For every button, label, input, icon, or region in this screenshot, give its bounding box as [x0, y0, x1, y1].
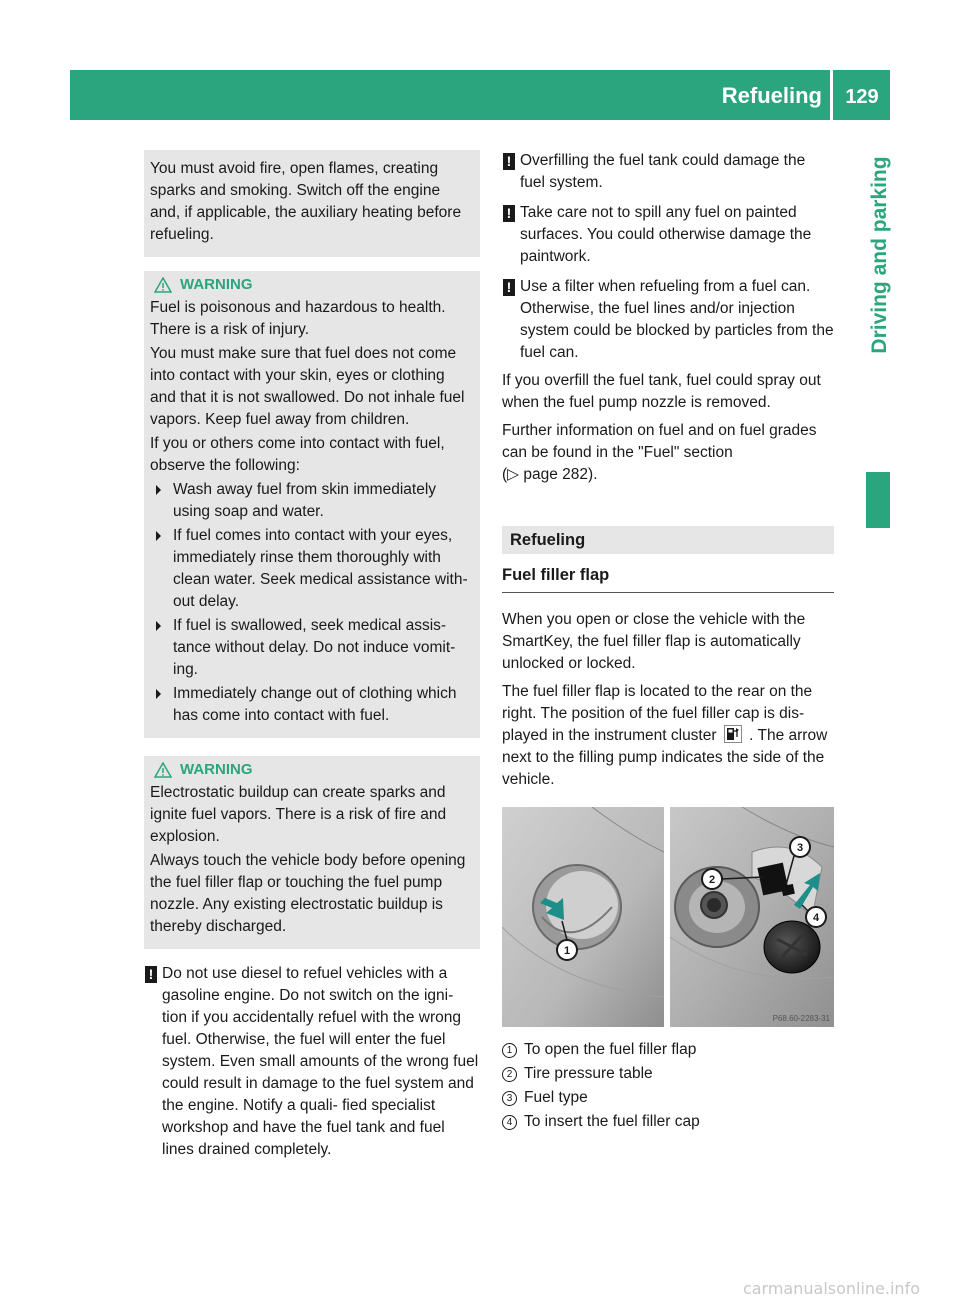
warning-label: WARNING	[180, 761, 253, 778]
warning-label: WARNING	[180, 276, 253, 293]
right-column	[502, 150, 834, 1135]
side-tab-marker	[866, 472, 890, 528]
note-text: Overfilling the fuel tank could damage the fuel system.	[520, 152, 806, 191]
warning-header	[154, 758, 474, 782]
paragraph-overfill: If you overfill the fuel tank, fuel could spray out when the fuel pump nozzle is removed.	[502, 372, 821, 411]
warning-text: Always touch the vehicle body before opening the fuel filler flap or touching the fuel pump nozzle. Any existing electrostatic buildup is thereby discharged.	[150, 852, 466, 935]
fuel-filler-figure	[502, 807, 834, 1027]
exclamation-icon: !	[503, 153, 515, 170]
list-item: If fuel is swallowed, seek medical assis- tance without delay. Do not induce vomit- ing.	[150, 615, 474, 681]
number-circle-icon: 3	[502, 1091, 517, 1106]
number-circle-icon: 4	[502, 1115, 517, 1130]
page-number: 129	[845, 86, 879, 108]
list-item: Immediately change out of clothing which has come into contact with fuel.	[150, 683, 474, 727]
exclamation-icon: !	[145, 966, 157, 983]
note-paint	[502, 202, 834, 268]
callout-label: 2	[708, 874, 716, 886]
note-filter	[502, 276, 834, 364]
warning-text: You must make sure that fuel does not come into contact with your skin, eyes or clothing and that it is not swallowed. Do not inhale fuel vapors. Keep fuel away from children.	[150, 345, 465, 428]
subheading: Fuel filler flap	[502, 563, 834, 593]
list-item	[502, 1039, 834, 1061]
list-item: If fuel comes into contact with your eyes, immediately rinse them thoroughly with clean water. Seek medical assistance with- out delay.	[150, 525, 474, 613]
side-tab-label: Driving and parking	[868, 156, 891, 354]
section-heading	[502, 526, 834, 554]
paragraph-open-close: When you open or close the vehicle with the SmartKey, the fuel filler flap is automatically unlocked or locked.	[502, 611, 806, 672]
paragraph-further-info	[502, 420, 834, 486]
callout-label: 4	[812, 912, 820, 924]
side-tab	[870, 150, 890, 360]
number-circle-icon: 1	[502, 1043, 517, 1058]
exclamation-icon: !	[503, 279, 515, 296]
note-text: Do not use diesel to refuel vehicles with a gasoline engine. Do not switch on the igni- tion if you accidentally refuel with the wrong fuel. Otherwise, the fuel will enter the fuel system. Even small amounts of the wrong fuel could result in damage to the fuel system and the engine. Notify a quali- fied specialist workshop and have the fuel tank and fuel lines drained completely.	[162, 965, 479, 1158]
legend-text: To open the fuel filler flap	[524, 1041, 697, 1058]
list-item: Wash away fuel from skin immediately using soap and water.	[150, 479, 474, 523]
warning-box-poison	[144, 271, 480, 738]
note-overfilling	[502, 150, 834, 194]
number-circle-icon: 2	[502, 1067, 517, 1082]
intro-box	[144, 150, 480, 257]
legend-text: To insert the fuel filler cap	[524, 1113, 700, 1130]
page-header	[70, 70, 890, 120]
location-text: . The arrow next to the filling pump indicates the side of the vehicle.	[502, 727, 828, 788]
footer-watermark: carmanualsonline.info	[742, 1279, 920, 1298]
warning-text: If you or others come into contact with fuel, observe the following:	[150, 435, 445, 474]
list-item	[502, 1063, 834, 1085]
legend-text: Tire pressure table	[524, 1065, 653, 1082]
note-text: Use a filter when refueling from a fuel can. Otherwise, the fuel lines and/or injection system could be blocked by particles from the fuel can.	[520, 278, 834, 361]
warning-header	[154, 273, 474, 297]
fuel-filler-illustration	[502, 807, 834, 1027]
callout-label: 3	[796, 842, 804, 854]
further-info-text: Further information on fuel and on fuel grades can be found in the "Fuel" section	[502, 422, 817, 461]
warning-text: Electrostatic buildup can create sparks and ignite fuel vapors. There is a risk of fire and explosion.	[150, 784, 447, 845]
warning-triangle-icon	[154, 277, 172, 293]
exclamation-icon: !	[503, 205, 515, 222]
warning-box-electrostatic	[144, 756, 480, 949]
list-item	[502, 1087, 834, 1109]
header-title: Refueling	[721, 83, 822, 108]
callout-label: 1	[563, 945, 571, 957]
intro-text: You must avoid fire, open flames, creating sparks and smoking. Switch off the engine and, if applicable, the auxiliary heating before refueling.	[150, 160, 462, 243]
warning-triangle-icon	[154, 762, 172, 778]
paragraph-location	[502, 681, 834, 791]
header-separator	[830, 70, 833, 120]
warning-bullet-list	[150, 479, 474, 727]
list-item	[502, 1111, 834, 1133]
figure-code: P68.60-2283-31	[772, 1014, 830, 1023]
figure-legend	[502, 1039, 834, 1133]
left-column	[144, 150, 480, 1161]
location-text: The fuel filler flap is located to the rear on the right. The position of the fuel filler cap is dis- played in the instrument cluster	[502, 683, 813, 744]
note-diesel	[144, 963, 480, 1161]
fuel-pump-icon	[724, 725, 742, 743]
note-text: Take care not to spill any fuel on painted surfaces. You could otherwise damage the paintwork.	[520, 204, 812, 265]
page-reference-link[interactable]: (▷ page 282).	[502, 466, 598, 483]
section-title: Refueling	[510, 531, 586, 549]
warning-text: Fuel is poisonous and hazardous to health. There is a risk of injury.	[150, 299, 446, 338]
legend-text: Fuel type	[524, 1089, 588, 1106]
